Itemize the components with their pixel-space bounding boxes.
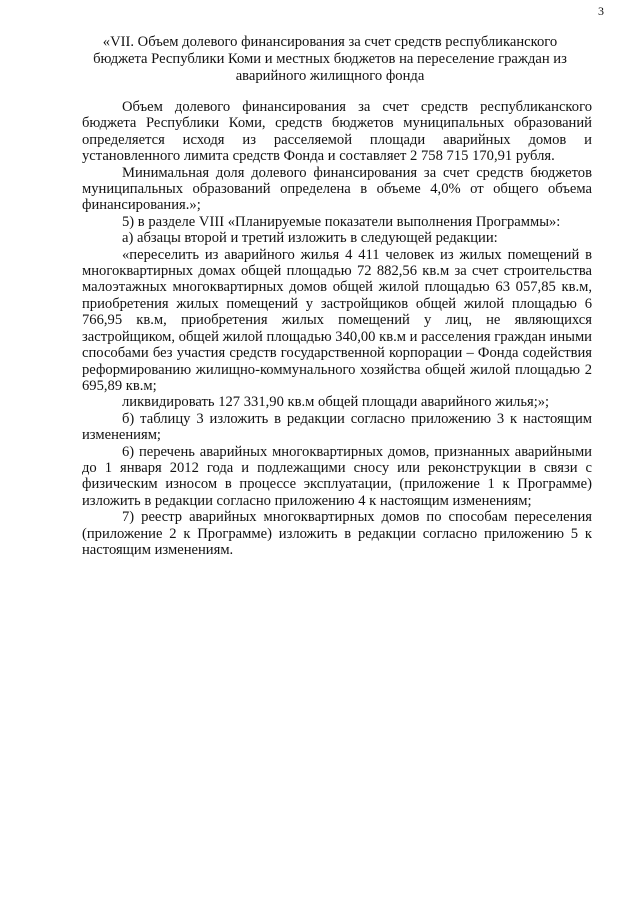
paragraph-resettlement-quote: «переселить из аварийного жилья 4 411 человек из жилых помещений в многоквартирных домах общей площадью 72 882,56 кв.м за счет строительства малоэтажных многоквартирных домов общей жилой площадью 63 057,85 кв.м, приобретения жилых помещений у застройщиков общей жилой площадью 6 766,95 кв.м, приобретения жилых помещений у лиц, не являющихся застройщиком, общей жилой площадью 340,00 кв.м и расселения граждан иными способами без участия средств государственной корпорации – Фонда содействия реформированию жилищно-коммунального хозяйства общей жилой площадью 2 695,89 кв.м; [82,246,592,394]
section-heading: «VII. Объем долевого финансирования за счет средств республиканского бюджета Республики Коми и местных бюджетов на переселение граждан из аварийного жилищного фонда [93,34,567,84]
paragraph-financing-volume: Объем долевого финансирования за счет средств республиканского бюджета Республики Коми, средств бюджетов муниципальных образований определяется исходя из расселяемой площади аварийных домов и установленного лимита средств Фонда и составляет 2 758 715 170,91 рубля. [82,99,592,165]
paragraph-item-5: 5) в разделе VIII «Планируемые показатели выполнения Программы»: [122,213,561,230]
paragraph-item-7: 7) реестр аварийных многоквартирных домов по способам переселения (приложение 2 к Программе) изложить в редакции согласно приложению 5 к настоящим изменениям. [82,509,592,558]
paragraph-item-5b: б) таблицу 3 изложить в редакции согласно приложению 3 к настоящим изменениям; [82,410,592,444]
paragraph-minimum-share: Минимальная доля долевого финансирования за счет средств бюджетов муниципальных образований определена в объеме 4,0% от общего объема финансирования.»; [82,164,592,214]
paragraph-liquidation: ликвидировать 127 331,90 кв.м общей площади аварийного жилья;»; [122,394,550,411]
page-number: 3 [598,4,604,18]
paragraph-item-6: 6) перечень аварийных многоквартирных домов, признанных аварийными до 1 января 2012 года и подлежащими сносу или реконструкции в связи с физическим износом в процессе эксплуатации, (приложение 1 к Программе) изложить в редакции согласно приложению 4 к настоящим изменениям; [82,443,592,509]
paragraph-item-5a: а) абзацы второй и третий изложить в следующей редакции: [122,230,498,247]
document-body [82,99,592,558]
